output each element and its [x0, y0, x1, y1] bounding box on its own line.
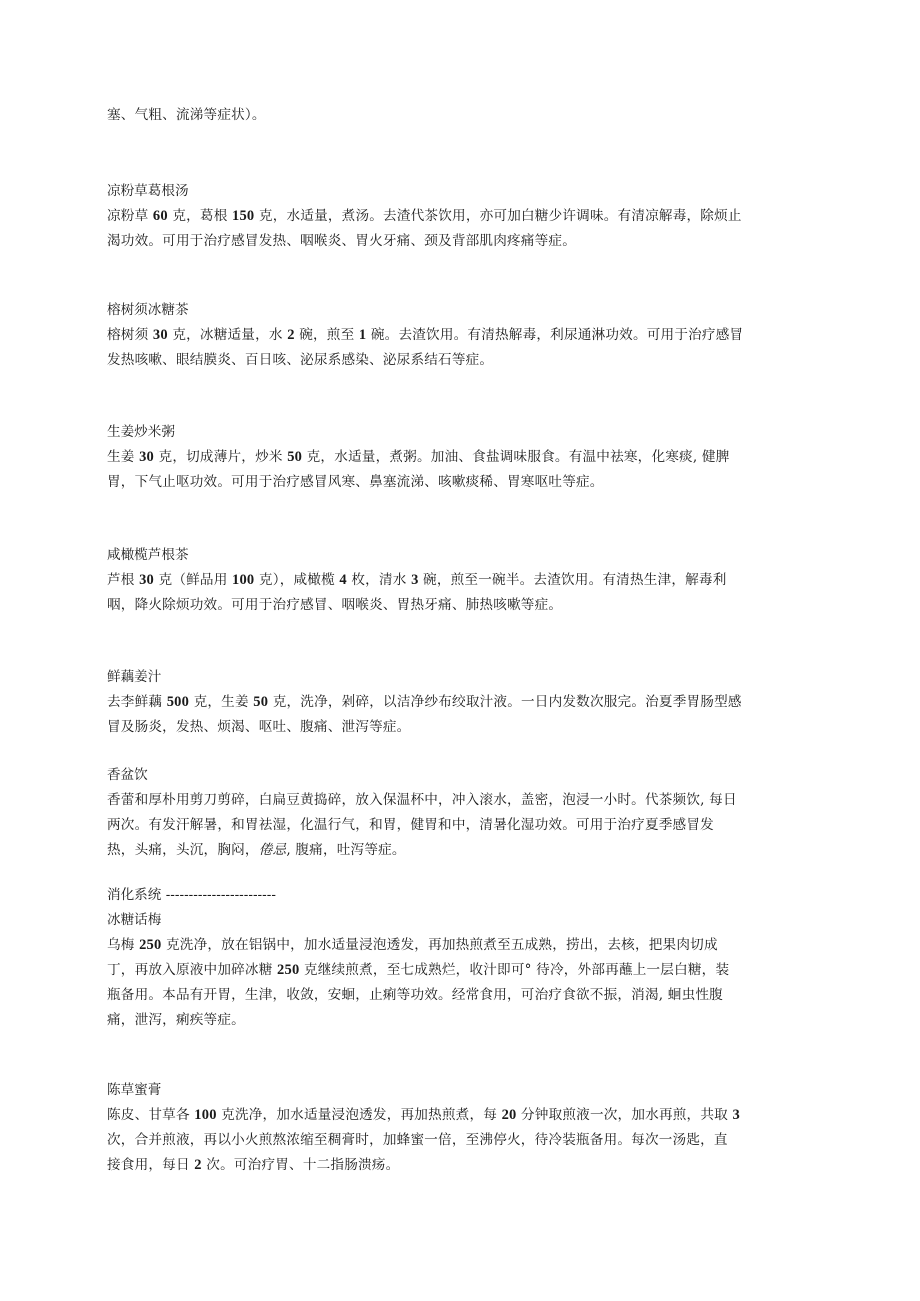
- section-heading: 消化系统 ------------------------: [107, 887, 276, 903]
- recipe-1: [107, 298, 817, 373]
- recipe-body-line: 冒及肠炎，发热、烦渴、呕吐、腹痛、泄泻等症。: [107, 719, 411, 735]
- recipe-body-line: 渴功效。可用于治疗感冒发热、咽喉炎、胃火牙痛、颈及背部肌肉疼痛等症。: [107, 233, 576, 249]
- recipe-body-line: 发热咳嗽、眼结膜炎、百日咳、泌尿系感染、泌尿系结石等症。: [107, 352, 494, 368]
- recipe-title: 陈草蜜膏: [107, 1082, 162, 1098]
- recipe-title: 香盆饮: [107, 767, 148, 783]
- recipe-body-line: 榕树须 30 克，冰糖适量，水 2 碗，煎至 1 碗。去渣饮用。有清热解毒，利尿通淋功效。可用于治疗感冒: [107, 327, 744, 343]
- recipe-body-line: 去李鲜藕 500 克，生姜 50 克，洗净，剁碎，以洁净纱布绞取汁液。一日内发数次服完。治夏季胃肠型感: [107, 694, 742, 710]
- recipe-body-line: 痛，泄泻，痢疾等症。: [107, 1012, 245, 1028]
- recipe-body-line: 丁，再放入原液中加碎冰糖 250 克继续煎煮，至七成熟烂，收汁即可° 待冷，外部再蘸上一层白糖，装: [107, 962, 730, 978]
- recipe-title: 冰糖话梅: [107, 912, 162, 928]
- recipe-2: [107, 420, 817, 495]
- recipe-7: [107, 1078, 817, 1178]
- recipe-6: [107, 908, 817, 1033]
- recipe-body-line: 胃，下气止呕功效。可用于治疗感冒风寒、鼻塞流涕、咳嗽痰稀、胃寒呕吐等症。: [107, 474, 604, 490]
- recipe-body-line: 陈皮、甘草各 100 克洗净，加水适量浸泡透发，再加热煎煮，每 20 分钟取煎液一次，加水再煎，共取 3: [107, 1107, 740, 1123]
- recipe-title: 生姜炒米粥: [107, 424, 175, 440]
- recipe-body-line: 香蕾和厚朴用剪刀剪碎，白扁豆黄捣碎，放入保温杯中，冲入滚水，盖密，泡浸一小时。代茶频饮, 每日: [107, 792, 737, 808]
- recipe-3: [107, 543, 817, 618]
- recipe-body-line: 接食用，每日 2 次。可治疗胃、十二指肠溃疡。: [107, 1157, 400, 1173]
- recipe-body-line: 两次。有发汗解暑，和胃祛湿，化温行气，和胃，健胃和中，清暑化湿功效。可用于治疗夏季感冒发: [107, 817, 714, 833]
- recipe-body-line: 瓶备用。本品有开胃，生津，收敛，安蛔，止痢等功效。经常食用，可治疗食欲不振，消渴, 蛔虫性腹: [107, 987, 723, 1003]
- recipe-body-line: 热，头痛，头沉，胸闷，倦忌, 腹痛，吐泻等症。: [107, 842, 406, 858]
- recipe-body-line: 咽，降火除烦功效。可用于治疗感冒、咽喉炎、胃热牙痛、肺热咳嗽等症。: [107, 597, 563, 613]
- recipe-4: [107, 665, 817, 740]
- recipe-title: 咸橄榄芦根茶: [107, 547, 189, 563]
- intro-tail-text: 塞、气粗、流涕等症状）。: [107, 107, 266, 123]
- recipe-body-line: 凉粉草 60 克，葛根 150 克，水适量，煮汤。去渣代茶饮用，亦可加白糖少许调味。有清凉解毒，除烦止: [107, 208, 742, 224]
- recipe-title: 凉粉草葛根汤: [107, 183, 189, 199]
- recipe-title: 鲜藕姜汁: [107, 669, 162, 685]
- recipe-body-line: 生姜 30 克，切成薄片，炒米 50 克，水适量，煮粥。加油、食盐调味服食。有温中祛寒，化寒痰, 健脾: [107, 449, 730, 465]
- recipe-0: [107, 179, 817, 254]
- recipe-title: 榕树须冰糖茶: [107, 302, 189, 318]
- recipe-body-line: 乌梅 250 克洗净，放在铝锅中，加水适量浸泡透发，再加热煎煮至五成熟，捞出，去核，把果肉切成: [107, 937, 718, 953]
- recipe-body-line: 次，合并煎液，再以小火煎熬浓缩至稠膏时，加蜂蜜一倍，至沸停火，待冷装瓶备用。每次一汤匙，直: [107, 1132, 728, 1148]
- recipe-5: [107, 763, 817, 863]
- recipe-body-line: 芦根 30 克（鲜品用 100 克），咸橄榄 4 枚，清水 3 碗，煎至一碗半。去渣饮用。有清热生津，解毒利: [107, 572, 727, 588]
